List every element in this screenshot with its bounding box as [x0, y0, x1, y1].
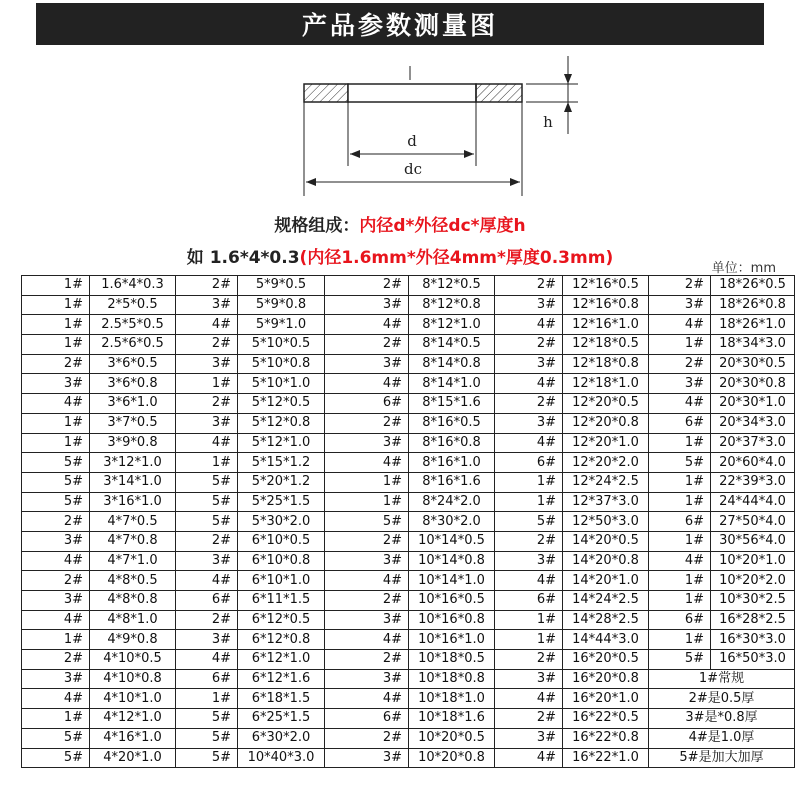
code-cell: 3# — [22, 591, 90, 611]
size-cell: 8*16*0.8 — [409, 433, 495, 453]
size-cell: 10*20*2.0 — [711, 571, 795, 591]
size-cell: 16*28*2.5 — [711, 610, 795, 630]
code-cell: 2# — [495, 650, 563, 670]
code-cell: 5# — [649, 650, 711, 670]
size-cell: 8*12*1.0 — [409, 315, 495, 335]
size-cell: 12*20*0.8 — [563, 413, 649, 433]
size-cell: 4*8*1.0 — [90, 610, 176, 630]
size-cell: 12*18*0.8 — [563, 354, 649, 374]
size-cell: 2.5*6*0.5 — [90, 335, 176, 355]
size-cell: 5*9*0.8 — [238, 295, 325, 315]
code-cell: 4# — [495, 748, 563, 768]
size-cell: 20*30*1.0 — [711, 394, 795, 414]
size-cell: 8*12*0.8 — [409, 295, 495, 315]
size-cell: 6*10*1.0 — [238, 571, 325, 591]
washer-dimension-diagram — [0, 48, 800, 208]
code-cell: 3# — [649, 374, 711, 394]
code-cell: 1# — [325, 472, 409, 492]
size-cell: 18*26*1.0 — [711, 315, 795, 335]
code-cell: 4# — [176, 571, 238, 591]
size-cell: 10*18*1.0 — [409, 689, 495, 709]
size-cell: 12*18*1.0 — [563, 374, 649, 394]
size-cell: 14*24*2.5 — [563, 591, 649, 611]
size-cell: 10*14*0.8 — [409, 551, 495, 571]
code-cell: 5# — [176, 472, 238, 492]
code-cell: 3# — [176, 413, 238, 433]
size-cell: 14*20*1.0 — [563, 571, 649, 591]
size-cell: 5*30*2.0 — [238, 512, 325, 532]
size-cell: 27*50*4.0 — [711, 512, 795, 532]
size-cell: 30*56*4.0 — [711, 531, 795, 551]
code-cell: 1# — [649, 492, 711, 512]
size-cell: 10*40*3.0 — [238, 748, 325, 768]
size-cell: 20*30*0.8 — [711, 374, 795, 394]
code-cell: 2# — [325, 413, 409, 433]
code-cell: 5# — [495, 512, 563, 532]
table-row — [22, 335, 795, 355]
size-cell: 4*12*1.0 — [90, 709, 176, 729]
size-cell: 16*22*0.5 — [563, 709, 649, 729]
size-cell: 6*12*0.8 — [238, 630, 325, 650]
spec-example-prefix: 如 1.6*4*0.3 — [186, 248, 300, 268]
table-row — [22, 531, 795, 551]
code-cell: 4# — [649, 394, 711, 414]
note-cell: 4#是1.0厚 — [649, 728, 795, 748]
table-row — [22, 453, 795, 473]
size-cell: 5*10*0.8 — [238, 354, 325, 374]
code-cell: 5# — [649, 453, 711, 473]
washer-hole — [348, 84, 476, 102]
code-cell: 4# — [176, 433, 238, 453]
code-cell: 1# — [22, 335, 90, 355]
size-cell: 5*10*0.5 — [238, 335, 325, 355]
code-cell: 4# — [22, 610, 90, 630]
size-cell: 20*37*3.0 — [711, 433, 795, 453]
size-cell: 10*20*0.8 — [409, 748, 495, 768]
code-cell: 6# — [495, 453, 563, 473]
size-cell: 12*37*3.0 — [563, 492, 649, 512]
code-cell: 2# — [325, 591, 409, 611]
size-cell: 10*14*0.5 — [409, 531, 495, 551]
code-cell: 5# — [22, 492, 90, 512]
code-cell: 2# — [325, 650, 409, 670]
size-cell: 18*26*0.8 — [711, 295, 795, 315]
code-cell: 6# — [495, 591, 563, 611]
code-cell: 3# — [325, 551, 409, 571]
size-cell: 5*20*1.2 — [238, 472, 325, 492]
code-cell: 1# — [649, 433, 711, 453]
code-cell: 3# — [176, 551, 238, 571]
size-cell: 8*24*2.0 — [409, 492, 495, 512]
page-title: 产品参数测量图 — [301, 11, 498, 40]
size-cell: 10*18*0.5 — [409, 650, 495, 670]
table-row — [22, 315, 795, 335]
size-cell: 20*30*0.5 — [711, 354, 795, 374]
unit-label: 单位：mm — [711, 261, 776, 276]
code-cell: 1# — [22, 295, 90, 315]
spec-example-highlight: (内径1.6mm*外径4mm*厚度0.3mm) — [299, 248, 614, 268]
spec-format-highlight: 内径d*外径dc*厚度h — [359, 216, 526, 236]
size-cell: 24*44*4.0 — [711, 492, 795, 512]
code-cell: 5# — [176, 492, 238, 512]
code-cell: 1# — [176, 689, 238, 709]
size-cell: 3*6*0.5 — [90, 354, 176, 374]
code-cell: 1# — [22, 315, 90, 335]
size-cell: 10*20*0.5 — [409, 728, 495, 748]
table-row — [22, 571, 795, 591]
size-cell: 8*12*0.5 — [409, 276, 495, 296]
code-cell: 6# — [325, 709, 409, 729]
code-cell: 1# — [649, 571, 711, 591]
code-cell: 3# — [176, 295, 238, 315]
code-cell: 1# — [22, 433, 90, 453]
size-cell: 8*16*1.0 — [409, 453, 495, 473]
size-cell: 12*20*0.5 — [563, 394, 649, 414]
code-cell: 2# — [649, 354, 711, 374]
size-cell: 6*11*1.5 — [238, 591, 325, 611]
note-cell: 5#是加大加厚 — [649, 748, 795, 768]
size-cell: 18*26*0.5 — [711, 276, 795, 296]
size-cell: 8*15*1.6 — [409, 394, 495, 414]
size-cell: 5*9*1.0 — [238, 315, 325, 335]
code-cell: 1# — [649, 630, 711, 650]
code-cell: 1# — [495, 610, 563, 630]
code-cell: 4# — [495, 433, 563, 453]
size-cell: 8*14*1.0 — [409, 374, 495, 394]
code-cell: 5# — [22, 472, 90, 492]
size-cell: 10*16*0.8 — [409, 610, 495, 630]
code-cell: 4# — [325, 374, 409, 394]
code-cell: 3# — [495, 413, 563, 433]
code-cell: 2# — [495, 394, 563, 414]
code-cell: 6# — [649, 512, 711, 532]
code-cell: 4# — [176, 650, 238, 670]
code-cell: 6# — [649, 413, 711, 433]
size-cell: 12*16*0.5 — [563, 276, 649, 296]
size-cell: 12*20*1.0 — [563, 433, 649, 453]
code-cell: 5# — [22, 728, 90, 748]
code-cell: 2# — [22, 571, 90, 591]
code-cell: 2# — [176, 276, 238, 296]
code-cell: 1# — [22, 709, 90, 729]
table-row — [22, 610, 795, 630]
size-cell: 4*8*0.5 — [90, 571, 176, 591]
size-cell: 5*15*1.2 — [238, 453, 325, 473]
code-cell: 4# — [495, 689, 563, 709]
size-cell: 12*24*2.5 — [563, 472, 649, 492]
code-cell: 5# — [176, 748, 238, 768]
size-cell: 3*16*1.0 — [90, 492, 176, 512]
code-cell: 4# — [22, 394, 90, 414]
table-row — [22, 512, 795, 532]
size-cell: 10*14*1.0 — [409, 571, 495, 591]
code-cell: 5# — [176, 728, 238, 748]
size-cell: 12*16*0.8 — [563, 295, 649, 315]
size-cell: 4*8*0.8 — [90, 591, 176, 611]
size-cell: 14*20*0.8 — [563, 551, 649, 571]
size-cell: 8*30*2.0 — [409, 512, 495, 532]
code-cell: 6# — [176, 669, 238, 689]
code-cell: 2# — [176, 610, 238, 630]
code-cell: 2# — [176, 394, 238, 414]
size-cell: 3*6*0.8 — [90, 374, 176, 394]
size-cell: 6*12*1.6 — [238, 669, 325, 689]
size-cell: 4*16*1.0 — [90, 728, 176, 748]
size-cell: 16*22*0.8 — [563, 728, 649, 748]
code-cell: 4# — [325, 689, 409, 709]
size-cell: 10*18*0.8 — [409, 669, 495, 689]
code-cell: 1# — [649, 472, 711, 492]
code-cell: 3# — [325, 669, 409, 689]
code-cell: 2# — [495, 531, 563, 551]
code-cell: 1# — [649, 591, 711, 611]
spec-format-line — [0, 211, 800, 236]
size-cell: 6*10*0.5 — [238, 531, 325, 551]
code-cell: 3# — [495, 669, 563, 689]
code-cell: 3# — [325, 433, 409, 453]
size-cell: 4*20*1.0 — [90, 748, 176, 768]
table-row — [22, 492, 795, 512]
size-cell: 10*30*2.5 — [711, 591, 795, 611]
table-row — [22, 591, 795, 611]
code-cell: 2# — [495, 276, 563, 296]
size-cell: 22*39*3.0 — [711, 472, 795, 492]
code-cell: 5# — [22, 453, 90, 473]
code-cell: 3# — [22, 669, 90, 689]
size-cell: 5*9*0.5 — [238, 276, 325, 296]
code-cell: 1# — [495, 630, 563, 650]
code-cell: 3# — [325, 295, 409, 315]
code-cell: 3# — [176, 354, 238, 374]
code-cell: 4# — [649, 551, 711, 571]
code-cell: 5# — [325, 512, 409, 532]
code-cell: 3# — [495, 728, 563, 748]
code-cell: 1# — [649, 335, 711, 355]
code-cell: 3# — [649, 295, 711, 315]
size-cell: 10*20*1.0 — [711, 551, 795, 571]
table-row — [22, 374, 795, 394]
size-cell: 16*50*3.0 — [711, 650, 795, 670]
code-cell: 2# — [649, 276, 711, 296]
size-cell: 4*10*0.5 — [90, 650, 176, 670]
code-cell: 2# — [22, 512, 90, 532]
code-cell: 6# — [325, 394, 409, 414]
table-row — [22, 354, 795, 374]
size-cell: 20*60*4.0 — [711, 453, 795, 473]
code-cell: 4# — [325, 315, 409, 335]
washer-section-left — [304, 84, 348, 102]
code-cell: 3# — [495, 551, 563, 571]
size-cell: 5*12*1.0 — [238, 433, 325, 453]
code-cell: 1# — [22, 413, 90, 433]
size-cell: 12*50*3.0 — [563, 512, 649, 532]
code-cell: 1# — [176, 374, 238, 394]
table-row — [22, 433, 795, 453]
code-cell: 1# — [22, 276, 90, 296]
table-row — [22, 394, 795, 414]
code-cell: 4# — [325, 453, 409, 473]
code-cell: 1# — [325, 492, 409, 512]
code-cell: 3# — [495, 295, 563, 315]
code-cell: 1# — [176, 453, 238, 473]
size-cell: 12*20*2.0 — [563, 453, 649, 473]
label-dc: dc — [403, 160, 423, 178]
size-cell: 10*16*0.5 — [409, 591, 495, 611]
table-row — [22, 295, 795, 315]
size-cell: 4*7*1.0 — [90, 551, 176, 571]
size-cell: 18*34*3.0 — [711, 335, 795, 355]
size-cell: 16*22*1.0 — [563, 748, 649, 768]
size-cell: 3*12*1.0 — [90, 453, 176, 473]
table-row — [22, 748, 795, 768]
code-cell: 4# — [22, 689, 90, 709]
table-row — [22, 630, 795, 650]
code-cell: 2# — [176, 531, 238, 551]
size-cell: 4*9*0.8 — [90, 630, 176, 650]
size-cell: 4*10*0.8 — [90, 669, 176, 689]
size-cell: 8*16*1.6 — [409, 472, 495, 492]
code-cell: 2# — [176, 335, 238, 355]
code-cell: 4# — [495, 374, 563, 394]
size-cell: 16*20*0.5 — [563, 650, 649, 670]
size-cell: 5*12*0.8 — [238, 413, 325, 433]
size-cell: 4*7*0.5 — [90, 512, 176, 532]
table-row — [22, 551, 795, 571]
size-cell: 14*44*3.0 — [563, 630, 649, 650]
table-row — [22, 650, 795, 670]
code-cell: 4# — [22, 551, 90, 571]
code-cell: 3# — [325, 610, 409, 630]
code-cell: 1# — [649, 531, 711, 551]
size-cell: 6*12*0.5 — [238, 610, 325, 630]
code-cell: 2# — [22, 650, 90, 670]
label-d: d — [407, 132, 417, 150]
note-cell: 1#常规 — [649, 669, 795, 689]
size-cell: 14*28*2.5 — [563, 610, 649, 630]
size-cell: 3*9*0.8 — [90, 433, 176, 453]
code-cell: 4# — [495, 315, 563, 335]
code-cell: 3# — [22, 531, 90, 551]
size-cell: 16*30*3.0 — [711, 630, 795, 650]
size-cell: 4*10*1.0 — [90, 689, 176, 709]
size-cell: 8*14*0.5 — [409, 335, 495, 355]
code-cell: 1# — [495, 472, 563, 492]
size-cell: 5*10*1.0 — [238, 374, 325, 394]
size-cell: 6*25*1.5 — [238, 709, 325, 729]
label-h: h — [543, 113, 553, 131]
size-cell: 5*12*0.5 — [238, 394, 325, 414]
table-row — [22, 413, 795, 433]
table-row — [22, 689, 795, 709]
code-cell: 2# — [325, 728, 409, 748]
spec-example-line — [0, 243, 800, 268]
size-cell: 20*34*3.0 — [711, 413, 795, 433]
table-row — [22, 728, 795, 748]
note-cell: 3#是*0.8厚 — [649, 709, 795, 729]
size-cell: 6*12*1.0 — [238, 650, 325, 670]
code-cell: 1# — [495, 492, 563, 512]
table-row — [22, 669, 795, 689]
code-cell: 4# — [325, 571, 409, 591]
size-cell: 12*18*0.5 — [563, 335, 649, 355]
spec-table — [21, 275, 795, 768]
code-cell: 4# — [495, 571, 563, 591]
note-cell: 2#是0.5厚 — [649, 689, 795, 709]
code-cell: 6# — [176, 591, 238, 611]
size-cell: 6*30*2.0 — [238, 728, 325, 748]
size-cell: 8*16*0.5 — [409, 413, 495, 433]
size-cell: 10*18*1.6 — [409, 709, 495, 729]
code-cell: 2# — [325, 531, 409, 551]
size-cell: 12*16*1.0 — [563, 315, 649, 335]
code-cell: 1# — [22, 630, 90, 650]
washer-section-right — [476, 84, 522, 102]
code-cell: 2# — [325, 276, 409, 296]
table-row — [22, 472, 795, 492]
code-cell: 3# — [22, 374, 90, 394]
size-cell: 6*10*0.8 — [238, 551, 325, 571]
code-cell: 2# — [495, 709, 563, 729]
code-cell: 4# — [649, 315, 711, 335]
code-cell: 3# — [495, 354, 563, 374]
code-cell: 2# — [325, 335, 409, 355]
code-cell: 3# — [325, 748, 409, 768]
table-row — [22, 709, 795, 729]
size-cell: 16*20*0.8 — [563, 669, 649, 689]
title-banner — [36, 3, 764, 45]
code-cell: 2# — [22, 354, 90, 374]
size-cell: 3*6*1.0 — [90, 394, 176, 414]
size-cell: 16*20*1.0 — [563, 689, 649, 709]
size-cell: 5*25*1.5 — [238, 492, 325, 512]
size-cell: 1.6*4*0.3 — [90, 276, 176, 296]
size-cell: 2*5*0.5 — [90, 295, 176, 315]
size-cell: 3*7*0.5 — [90, 413, 176, 433]
table-row — [22, 276, 795, 296]
size-cell: 4*7*0.8 — [90, 531, 176, 551]
spec-format-prefix: 规格组成： — [274, 216, 360, 236]
code-cell: 3# — [176, 630, 238, 650]
size-cell: 14*20*0.5 — [563, 531, 649, 551]
size-cell: 2.5*5*0.5 — [90, 315, 176, 335]
code-cell: 4# — [176, 315, 238, 335]
size-cell: 8*14*0.8 — [409, 354, 495, 374]
code-cell: 4# — [325, 630, 409, 650]
code-cell: 5# — [176, 709, 238, 729]
code-cell: 5# — [22, 748, 90, 768]
code-cell: 2# — [495, 335, 563, 355]
size-cell: 6*18*1.5 — [238, 689, 325, 709]
size-cell: 3*14*1.0 — [90, 472, 176, 492]
size-cell: 10*16*1.0 — [409, 630, 495, 650]
code-cell: 3# — [325, 354, 409, 374]
code-cell: 5# — [176, 512, 238, 532]
code-cell: 6# — [649, 610, 711, 630]
